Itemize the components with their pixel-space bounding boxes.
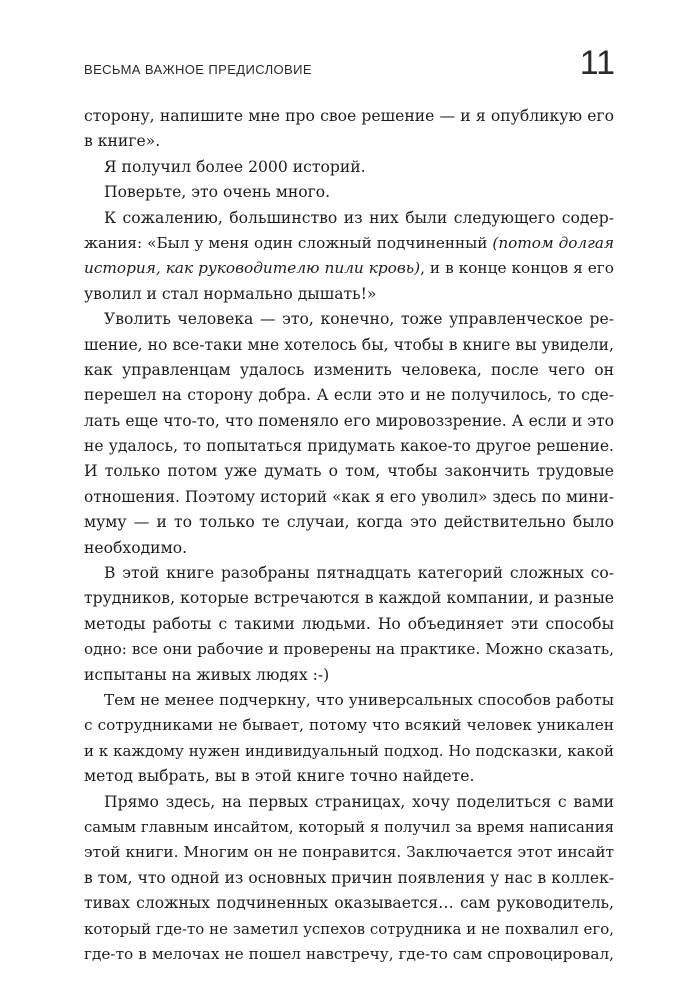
text-line: В этой книге разобраны пятнадцать категорий сложных со- [104, 564, 614, 583]
text-line: где-то в мелочах не пошел навстречу, где-то сам спровоцировал, [84, 944, 614, 963]
text-line: не удалось, то попытаться придумать какое-то другое решение. [84, 437, 614, 456]
text-line: Я получил более 2000 историй. [104, 157, 366, 176]
text-line: уволил и стал нормально дышать!» [84, 284, 377, 303]
text-line [84, 231, 614, 256]
text-line: метод выбрать, вы в этой книге точно найдете. [84, 767, 475, 786]
text-line: с сотрудниками не бывает, потому что всякий человек уникален [84, 716, 614, 735]
text-line: сторону, напишите мне про свое решение — и я опубликую его [84, 107, 614, 125]
text-segment: жания: «Был у меня один сложный подчиненный [84, 233, 493, 252]
italic-segment: (потом долгая [492, 233, 614, 252]
text-line: одно: все они рабочие и проверены на практике. Можно сказать, [84, 640, 614, 659]
text-line: этой книги. Многим он не понравится. Заключается этот инсайт [84, 843, 614, 862]
text-line: перешел на сторону добра. А если это и не получилось, то сде- [84, 386, 614, 405]
text-line: в том, что одной из основных причин появления у нас в коллек- [84, 868, 614, 887]
text-line: шение, но все-таки мне хотелось бы, чтобы в книге вы увидели, [84, 335, 614, 354]
italic-segment: история, как руководителю пили кровь) [84, 259, 421, 278]
text-line: самым главным инсайтом, который я получил за время написания [84, 818, 614, 836]
text-line: Прямо здесь, на первых страницах, хочу поделиться с вами [104, 792, 614, 811]
text-line: И только потом уже думать о том, чтобы закончить трудовые [84, 462, 614, 481]
text-line [84, 256, 614, 281]
text-line: в книге». [84, 132, 161, 151]
text-line: и к каждому нужен индивидуальный подход. Но подсказки, какой [84, 741, 614, 760]
text-line: отношения. Поэтому историй «как я его уволил» здесь по мини- [84, 487, 614, 506]
text-line: К сожалению, большинство из них были следующего содер- [104, 208, 614, 227]
text-line: как управленцам удалось изменить человека, после чего он [84, 360, 614, 379]
text-line: испытаны на живых людях :-) [84, 665, 330, 684]
text-line: трудников, которые встречаются в каждой компании, и разные [84, 589, 614, 608]
text-line: необходимо. [84, 538, 188, 557]
text-line: лать еще что-то, что поменяло его мировоззрение. А если и это [84, 411, 614, 430]
text-line: тивах сложных подчиненных оказывается… сам руководитель, [84, 894, 614, 913]
text-line: который где-то не заметил успехов сотрудника и не похвалил его, [84, 919, 614, 938]
text-line: Поверьте, это очень много. [104, 183, 331, 202]
text-segment: , и в конце концов я его [420, 259, 614, 278]
text-line: Уволить человека — это, конечно, тоже управленческое ре- [104, 310, 614, 329]
running-header: ВЕСЬМА ВАЖНОЕ ПРЕДИСЛОВИЕ [84, 62, 312, 77]
text-line: муму — и то только те случаи, когда это действительно было [84, 513, 614, 532]
text-line: Тем не менее подчеркну, что универсальных способов работы [104, 690, 614, 709]
text-line: методы работы с такими людьми. Но объединяет эти способы [84, 614, 614, 633]
page-number: 11 [579, 44, 615, 82]
body-text [84, 104, 614, 967]
